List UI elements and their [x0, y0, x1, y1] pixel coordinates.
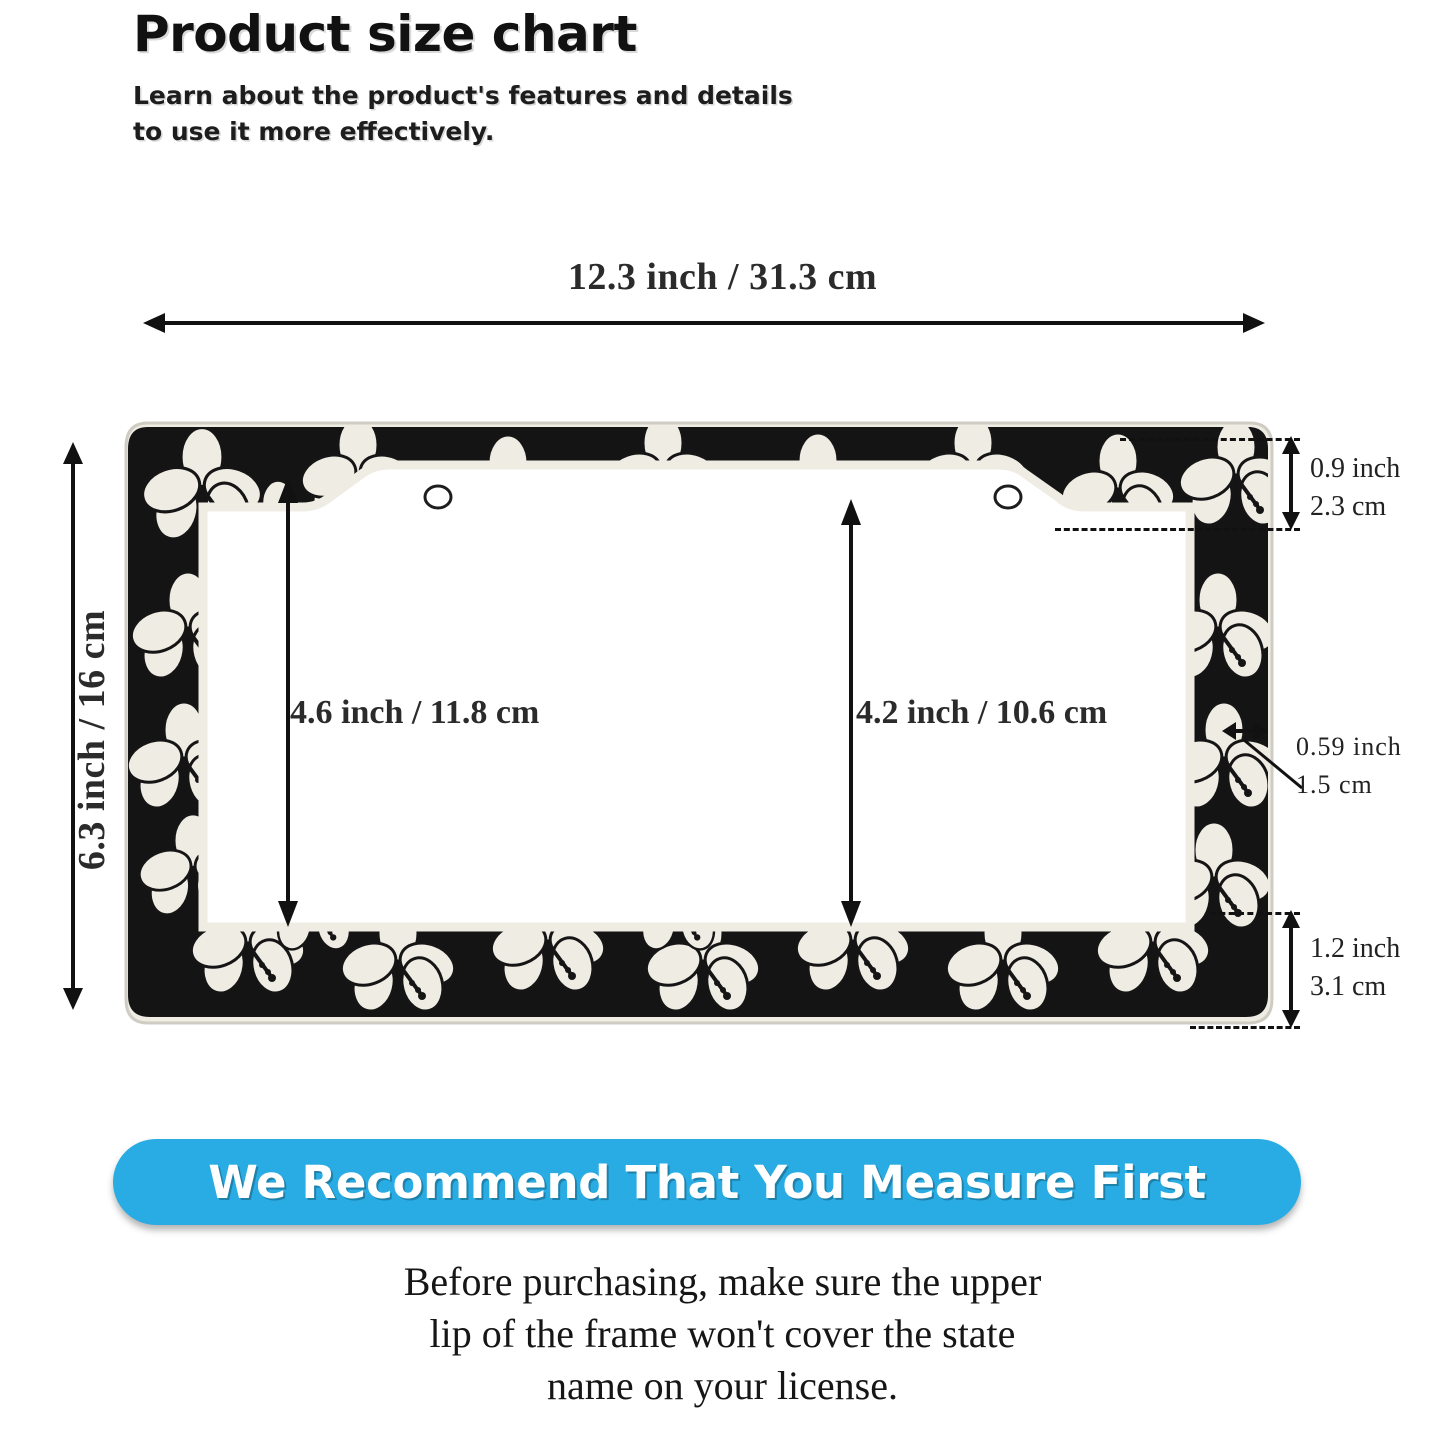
header-subtitle [133, 78, 1133, 150]
inner-height-left-label: 4.6 inch / 11.8 cm [290, 694, 540, 731]
top-lip-callout [1310, 450, 1400, 526]
thickness-callout [1296, 728, 1402, 804]
footer-line3: name on your license. [547, 1363, 898, 1408]
header-block [133, 0, 1133, 150]
top-lip-dash-lower [1055, 528, 1300, 531]
screw-hole-right [995, 486, 1021, 508]
top-lip-dash-upper [1120, 438, 1300, 441]
top-lip-arrow [1278, 436, 1304, 530]
bottom-lip-arrow [1278, 910, 1304, 1028]
overall-width-label: 12.3 inch / 31.3 cm [567, 256, 878, 298]
bottom-lip-line1: 1.2 inch [1310, 933, 1401, 964]
recommend-banner-text: We Recommend That You Measure First [208, 1155, 1206, 1209]
header-subtitle-line2: to use it more effectively. [133, 117, 495, 146]
inner-height-right-label: 4.2 inch / 10.6 cm [856, 694, 1108, 731]
overall-height-label: 6.3 inch / 16 cm [71, 609, 113, 871]
top-lip-line2: 2.3 cm [1310, 491, 1387, 522]
screw-hole-left [425, 486, 451, 508]
header-subtitle-line1: Learn about the product's features and details [133, 81, 793, 110]
bottom-lip-callout [1310, 930, 1400, 1006]
footer-line1: Before purchasing, make sure the upper [403, 1259, 1042, 1304]
top-lip-line1: 0.9 inch [1310, 453, 1401, 484]
overall-width-arrow [143, 310, 1265, 336]
thickness-line1: 0.59 inch [1296, 732, 1402, 761]
overall-height-arrow [58, 442, 88, 1010]
footer-note [0, 1256, 1445, 1412]
bottom-lip-line2: 3.1 cm [1310, 971, 1387, 1002]
thickness-line2: 1.5 cm [1296, 770, 1373, 799]
footer-line2: lip of the frame won't cover the state [429, 1311, 1016, 1356]
recommend-banner [113, 1139, 1301, 1225]
page-title: Product size chart [133, 5, 637, 63]
